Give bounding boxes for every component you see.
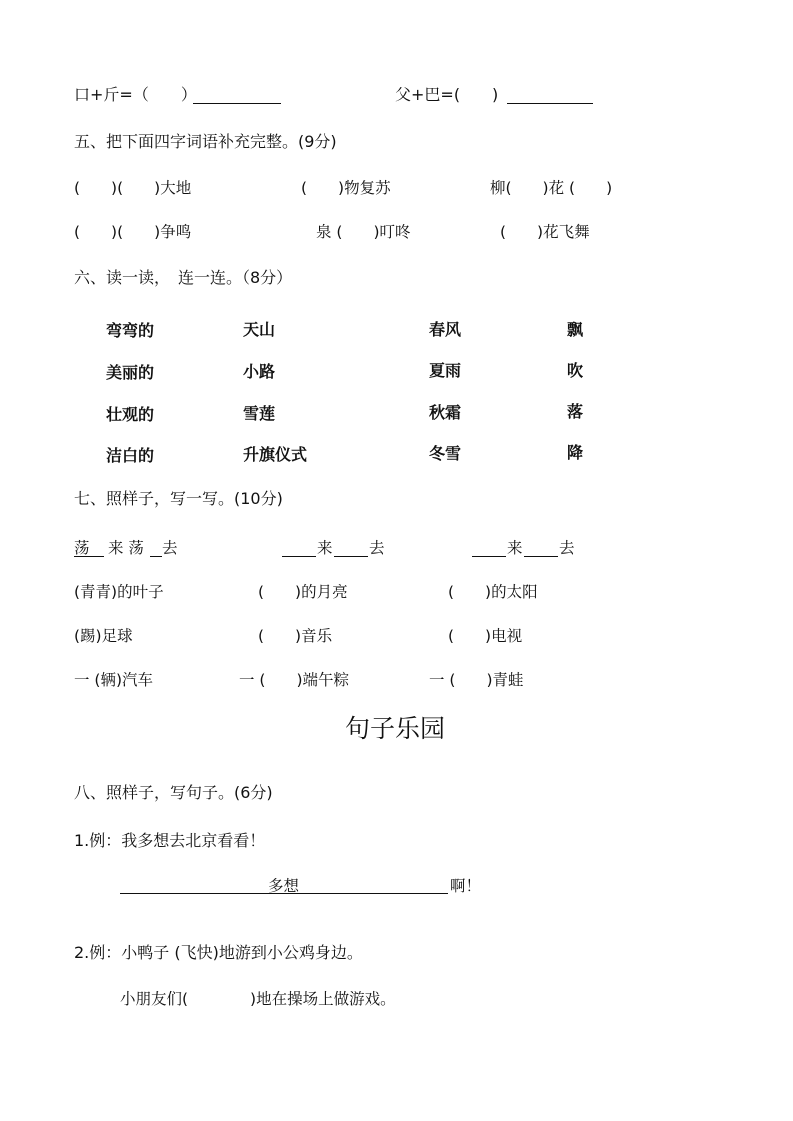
section-6-heading: 六、读一读， 连一连。（8分） [74,268,293,287]
example-1-keyword: 多想 [268,877,300,895]
section-7-heading: 七、照样子，写一写。(10分) [74,489,283,508]
match-word[interactable]: 秋霜 [429,403,462,422]
answer-line[interactable] [282,556,316,557]
char-combo-right: 父+巴=( ) [395,85,499,104]
match-word[interactable]: 降 [567,443,584,462]
example-word: 荡 [74,539,90,557]
example-2: 2.例：小鸭子 (飞快)地游到小公鸡身边。 [74,943,363,962]
section-5-heading: 五、把下面四字词语补充完整。(9分) [74,132,337,151]
example-underline [74,556,104,557]
idiom-item: 泉 ( )叮咚 [316,223,411,241]
example-underline [150,556,162,557]
phrase-item: (踢)足球 [74,627,133,645]
section-8-heading: 八、照样子，写句子。(6分) [74,783,273,802]
phrase-item: ( )电视 [448,627,523,645]
answer-line[interactable] [507,103,593,104]
measure-word-item: 一 ( )青蛙 [429,671,524,689]
answer-line[interactable] [472,556,506,557]
match-word[interactable]: 飘 [567,320,584,339]
phrase-item: (青青)的叶子 [74,583,164,601]
example-1-ending: 啊！ [450,877,482,895]
qu-char: 去 [559,539,575,557]
idiom-item: ( )花飞舞 [500,223,590,241]
match-word[interactable]: 弯弯的 [106,321,155,340]
example-2-fill: 小朋友们( )地在操场上做游戏。 [120,990,396,1008]
match-word[interactable]: 小路 [243,362,276,381]
lai-char: 来 [317,539,333,557]
match-word[interactable]: 春风 [429,320,462,339]
lai-char: 来 [507,539,523,557]
answer-line[interactable] [268,893,448,894]
phrase-item: ( )的太阳 [448,583,538,601]
match-word[interactable]: 冬雪 [429,444,462,463]
idiom-item: ( )( )争鸣 [74,223,192,241]
phrase-item: ( )的月亮 [258,583,348,601]
phrase-item: ( )音乐 [258,627,333,645]
example-1: 1.例：我多想去北京看看！ [74,831,266,850]
match-word[interactable]: 美丽的 [106,363,155,382]
match-word[interactable]: 吹 [567,361,584,380]
char-combo-left: 口+斤=（ ） [74,85,197,104]
section-title: 句子乐园 [345,714,446,743]
idiom-item: ( )物复苏 [301,179,391,197]
match-word[interactable]: 雪莲 [243,404,276,423]
answer-line[interactable] [334,556,368,557]
measure-word-item: 一 (辆)汽车 [74,671,154,689]
idiom-item: 柳( )花 ( ) [490,179,613,197]
idiom-item: ( )( )大地 [74,179,192,197]
example-word: 去 [162,539,178,557]
match-word[interactable]: 洁白的 [106,446,155,465]
match-word[interactable]: 壮观的 [106,405,155,424]
match-word[interactable]: 落 [567,402,584,421]
match-word[interactable]: 升旗仪式 [243,445,308,464]
answer-line[interactable] [524,556,558,557]
match-word[interactable]: 天山 [243,320,276,339]
qu-char: 去 [369,539,385,557]
measure-word-item: 一 ( )端午粽 [239,671,350,689]
answer-line[interactable] [193,103,281,104]
answer-line[interactable] [120,893,268,894]
match-word[interactable]: 夏雨 [429,361,462,380]
example-word: 来 荡 [108,539,144,557]
